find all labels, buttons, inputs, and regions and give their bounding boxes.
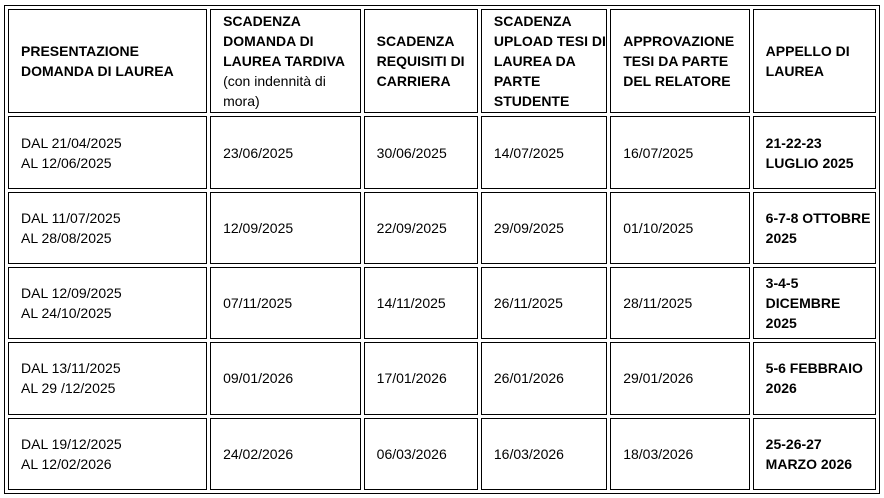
presentazione-cell: DAL 21/04/2025 AL 12/06/2025	[8, 116, 207, 188]
appello-cell: 5-6 FEBBRAIO 2026	[753, 342, 876, 414]
requisiti-cell: 06/03/2026	[364, 418, 478, 490]
approvazione-cell: 18/03/2026	[610, 418, 749, 490]
table-row	[8, 342, 876, 414]
table-row	[8, 192, 876, 264]
tardiva-cell: 24/02/2026	[210, 418, 361, 490]
header-scadenza-upload: SCADENZA UPLOAD TESI DI LAUREA DA PARTE STUDENTE	[481, 9, 607, 113]
table-row	[8, 267, 876, 339]
header-mora-note: (con indennità di	[223, 73, 326, 90]
tardiva-cell: 07/11/2025	[210, 267, 361, 339]
appello-cell: 25-26-27 MARZO 2026	[753, 418, 876, 490]
upload-cell: 14/07/2025	[481, 116, 607, 188]
requisiti-cell: 17/01/2026	[364, 342, 478, 414]
tardiva-cell: 23/06/2025	[210, 116, 361, 188]
header-appello: APPELLO DI LAUREA	[753, 9, 876, 113]
approvazione-cell: 28/11/2025	[610, 267, 749, 339]
tardiva-cell: 09/01/2026	[210, 342, 361, 414]
header-scadenza-requisiti: SCADENZA REQUISITI DI CARRIERA	[364, 9, 478, 113]
presentazione-cell: DAL 11/07/2025 AL 28/08/2025	[8, 192, 207, 264]
appello-cell: 6-7-8 OTTOBRE 2025	[753, 192, 876, 264]
appello-cell: 3-4-5 DICEMBRE 2025	[753, 267, 876, 339]
presentazione-cell: DAL 19/12/2025 AL 12/02/2026	[8, 418, 207, 490]
header-approvazione: APPROVAZIONE TESI DA PARTE DEL RELATORE	[610, 9, 749, 113]
approvazione-cell: 01/10/2025	[610, 192, 749, 264]
approvazione-cell: 16/07/2025	[610, 116, 749, 188]
table-row	[8, 116, 876, 188]
header-scadenza-tardiva: SCADENZA DOMANDA DI LAUREA TARDIVA (con indennità di mora)	[210, 9, 361, 113]
graduation-schedule-table	[4, 5, 880, 494]
tardiva-cell: 12/09/2025	[210, 192, 361, 264]
appello-cell: 21-22-23 LUGLIO 2025	[753, 116, 876, 188]
requisiti-cell: 30/06/2025	[364, 116, 478, 188]
upload-cell: 16/03/2026	[481, 418, 607, 490]
requisiti-cell: 14/11/2025	[364, 267, 478, 339]
header-row	[8, 9, 876, 113]
upload-cell: 29/09/2025	[481, 192, 607, 264]
table-row	[8, 418, 876, 490]
upload-cell: 26/11/2025	[481, 267, 607, 339]
presentazione-cell: DAL 13/11/2025 AL 29 /12/2025	[8, 342, 207, 414]
requisiti-cell: 22/09/2025	[364, 192, 478, 264]
upload-cell: 26/01/2026	[481, 342, 607, 414]
presentazione-cell: DAL 12/09/2025 AL 24/10/2025	[8, 267, 207, 339]
header-presentazione: PRESENTAZIONE DOMANDA DI LAUREA	[8, 9, 207, 113]
approvazione-cell: 29/01/2026	[610, 342, 749, 414]
